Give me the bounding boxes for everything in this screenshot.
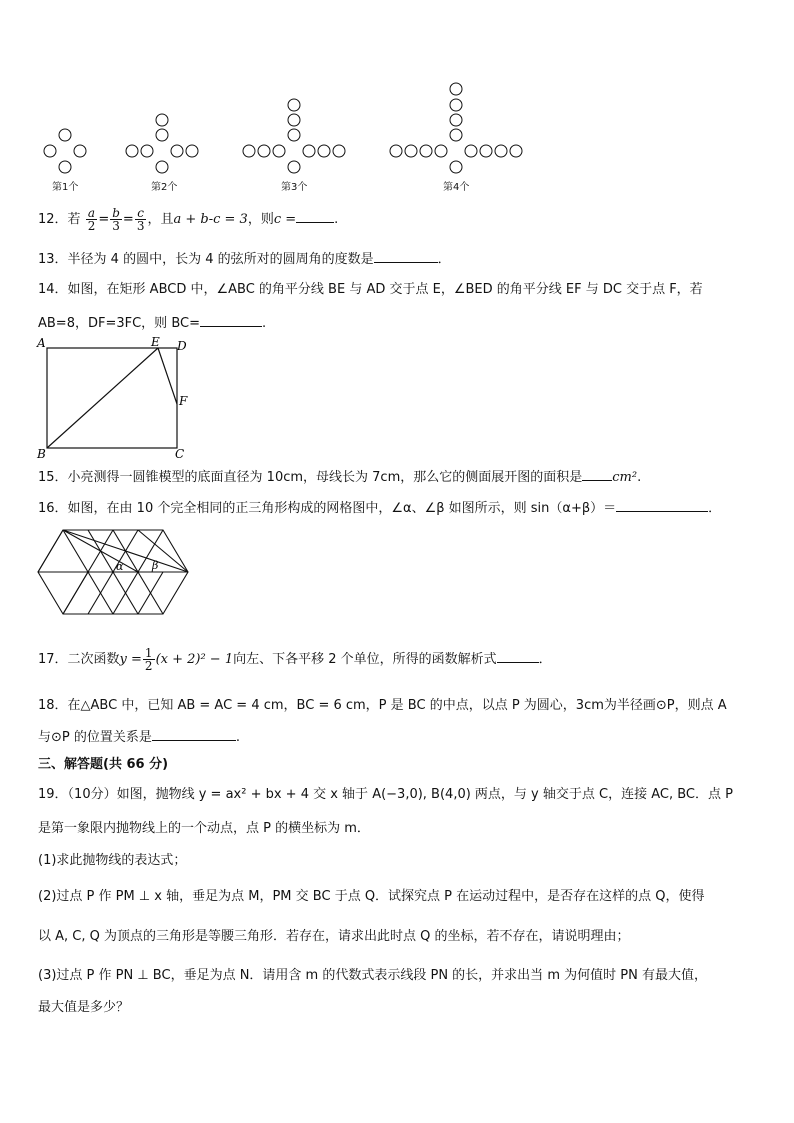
question-19-part3-line1: (3)过点 P 作 PN ⊥ BC，垂足为点 N．请用含 m 的代数式表示线段 PN 的长，并求出当 m 为何值时 PN 有最大值， [38, 968, 707, 983]
pattern-caption-4: 第4个 [443, 182, 470, 193]
label-D: D [177, 339, 187, 353]
question-15: 15．小亮测得一圆锥模型的底面直径为 10cm，母线长为 7cm，那么它的侧面展开图的面积是 cm². [38, 467, 641, 487]
question-19-part3-line2: 最大值是多少？ [38, 1000, 130, 1015]
fraction-a-over-2: $\frac{a}{2}$ [87, 206, 96, 233]
question-14-line2: AB=8，DF=3FC，则 BC= . [38, 313, 266, 333]
fraction-one-half: $\frac{1}{2}$ [144, 646, 153, 673]
answer-blank-17[interactable] [497, 649, 539, 663]
answer-blank-16[interactable] [616, 498, 708, 512]
label-F: F [179, 394, 188, 408]
question-14-line1: 14．如图，在矩形 ABCD 中，∠ABC 的角平分线 BE 与 AD 交于点 E，∠BED 的角平分线 EF 与 DC 交于点 F，若 [38, 282, 703, 297]
pattern-caption-1: 第1个 [52, 182, 79, 193]
label-B: B [37, 447, 46, 461]
pattern-caption-2: 第2个 [151, 182, 178, 193]
label-C: C [175, 447, 185, 461]
question-19-line1: 19．（10分）如图，抛物线 y = ax² + bx + 4 交 x 轴于 A(−3,0), B(4,0) 两点，与 y 轴交于点 C，连接 AC, BC．点 P [38, 787, 733, 802]
question-19-part2-line1: (2)过点 P 作 PM ⊥ x 轴，垂足为点 M，PM 交 BC 于点 Q．试探究点 P 在运动过程中，是否存在这样的点 Q，使得 [38, 889, 705, 904]
pattern-caption-3: 第3个 [281, 182, 308, 193]
answer-blank-15[interactable] [582, 467, 612, 481]
q12-condition: a + b-c = 3 [173, 212, 248, 227]
angle-beta-label: β [152, 559, 159, 572]
answer-blank-13[interactable] [374, 249, 438, 263]
question-18-line1: 18．在△ABC 中，已知 AB = AC = 4 cm，BC = 6 cm，P 是 BC 的中点，以点 P 为圆心，3cm为半径画⊙P，则点 A [38, 698, 727, 713]
angle-alpha-label: α [116, 560, 124, 573]
q17-function: (x + 2)² − 1 [155, 652, 234, 667]
rectangle-abcd-figure [34, 336, 194, 462]
answer-blank-14[interactable] [200, 313, 262, 327]
fraction-c-over-3: $\frac{c}{3}$ [136, 206, 145, 233]
q12-number: 12．若 [38, 212, 81, 227]
label-A: A [37, 336, 46, 350]
question-19-part1: (1)求此抛物线的表达式； [38, 853, 187, 868]
answer-blank-18[interactable] [152, 727, 236, 741]
circle-pattern-figure [30, 78, 550, 178]
section-title: 三、解答题(共 66 分) [38, 757, 169, 772]
question-19-line2: 是第一象限内抛物线上的一个动点，点 P 的横坐标为 m． [38, 821, 370, 836]
question-17: 17．二次函数y = $\frac{1}{2}$ (x + 2)² − 1向左、下各平移 2 个单位，所得的函数解析式 ． [38, 646, 552, 673]
answer-blank-12[interactable] [296, 209, 334, 223]
question-18-line2: 与⊙P 的位置关系是 . [38, 727, 240, 747]
fraction-b-over-3: $\frac{b}{3}$ [112, 206, 120, 233]
question-12: 12．若 $\frac{a}{2}$ = $\frac{b}{3}$ = $\frac{c}{3}$ ，且a + b-c = 3，则c = . [38, 206, 339, 233]
label-E: E [151, 336, 160, 349]
question-13: 13．半径为 4 的圆中，长为 4 的弦所对的圆周角的度数是 ． [38, 249, 451, 269]
triangle-grid-figure [36, 528, 212, 620]
question-19-part2-line2: 以 A, C, Q 为顶点的三角形是等腰三角形．若存在，请求出此时点 Q 的坐标，若不存在，请说明理由； [38, 929, 630, 944]
question-16: 16．如图，在由 10 个完全相同的正三角形构成的网格图中，∠α、∠β 如图所示，则 sin（α+β）＝ ． [38, 498, 721, 518]
